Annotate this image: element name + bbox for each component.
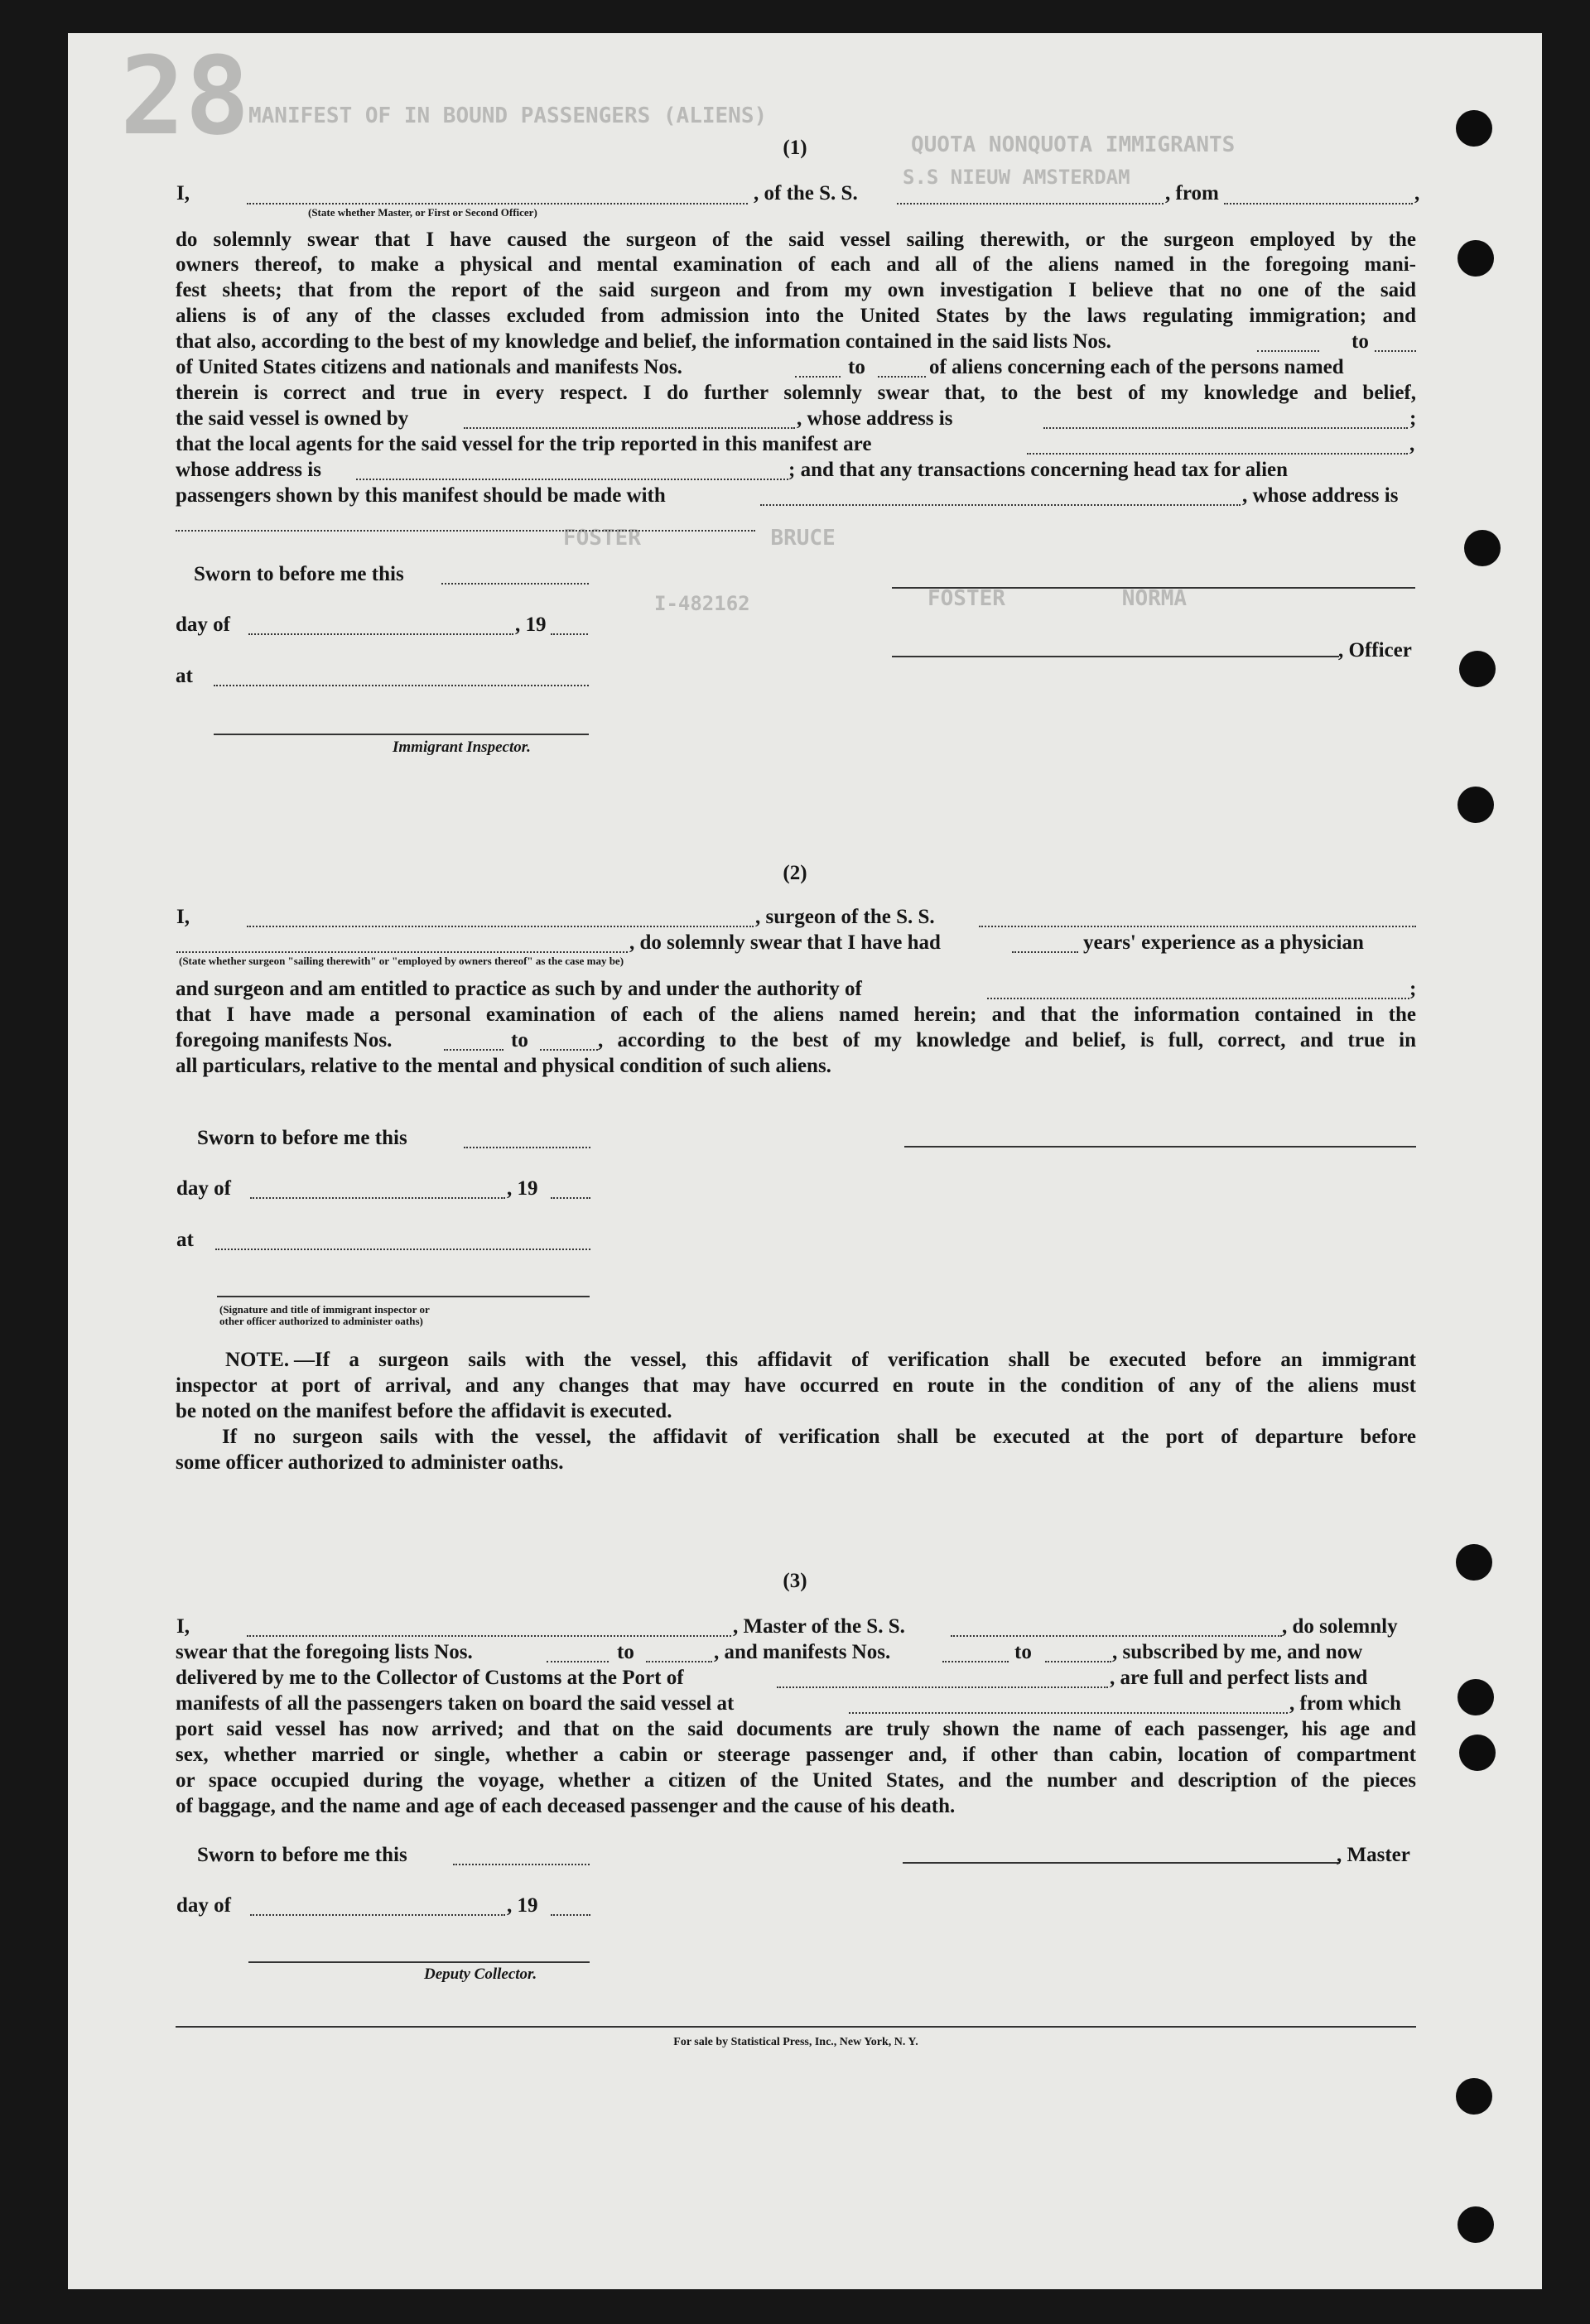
oath-line: swear that the foregoing lists Nos. — [176, 1641, 473, 1663]
oath-line: foregoing manifests Nos. — [176, 1029, 393, 1051]
oath-text: , according to the best of my knowledge and belief, is full, correct, and true in — [598, 1029, 1416, 1051]
punch-hole — [1456, 2078, 1492, 2115]
head-tax-contact-field[interactable] — [760, 504, 1241, 506]
oath-line: and surgeon and am entitled to practice as such by and under the authority of — [176, 978, 862, 1000]
oath-line: or space occupied during the voyage, whether a citizen of the United States, and the number and description of the pieces — [176, 1769, 1416, 1792]
master-name-field[interactable] — [247, 1635, 731, 1637]
master-lists-to-field[interactable] — [646, 1661, 712, 1662]
bleed-through: FOSTER BRUCE — [563, 526, 836, 551]
oath-line: of United States citizens and nationals and manifests Nos. — [176, 356, 682, 378]
of-ss-label: , of the S. S. — [754, 182, 858, 204]
surgeon-signature-line[interactable] — [904, 1146, 1416, 1148]
oath-line: therein is correct and true in every respect. I do further solemnly swear that, to the best of my knowledge and belief, — [176, 382, 1416, 404]
bleed-through: I-482162 — [654, 592, 750, 615]
officer-signature-line[interactable] — [892, 587, 1415, 589]
inspector-signature-line[interactable] — [217, 1296, 590, 1297]
oath-line: of baggage, and the name and age of each deceased passenger and the cause of his death. — [176, 1795, 956, 1817]
collector-caption: Deputy Collector. — [424, 1966, 537, 1983]
oath-text: , do solemnly — [1282, 1615, 1398, 1638]
year-label: , 19 — [507, 1894, 538, 1917]
whose-address-label: , whose address is — [1242, 484, 1399, 507]
inspector-caption: Immigrant Inspector. — [393, 739, 531, 756]
section-1-i: I, — [176, 182, 190, 204]
officer-caption: (State whether Master, or First or Second Officer) — [308, 206, 537, 219]
at-label: at — [176, 1229, 194, 1251]
punch-hole — [1459, 651, 1496, 687]
note-line: be noted on the manifest before the affidavit is executed. — [176, 1400, 672, 1422]
vessel-name-field[interactable] — [897, 203, 1164, 204]
oath-text: , subscribed by me, and now — [1112, 1641, 1363, 1663]
sworn-label: Sworn to before me this — [197, 1127, 407, 1149]
bleed-through: S.S NIEUW AMSTERDAM — [903, 166, 1130, 189]
surgeon-manifests-to-field[interactable] — [540, 1049, 598, 1051]
oath-text: , and manifests Nos. — [714, 1641, 891, 1663]
master-signature-line[interactable] — [903, 1862, 1340, 1864]
oath-line: delivered by me to the Collector of Customs at the Port of — [176, 1667, 684, 1689]
to-label: to — [511, 1029, 528, 1051]
master-manifests-to-field[interactable] — [1045, 1661, 1111, 1662]
owner-address-field[interactable] — [1043, 427, 1408, 429]
punch-hole — [1459, 1735, 1496, 1771]
surgeon-name-field[interactable] — [247, 926, 754, 927]
master-lists-from-field[interactable] — [547, 1661, 609, 1662]
punch-hole — [1464, 530, 1501, 566]
section-3-i: I, — [176, 1615, 190, 1638]
sworn-date-field[interactable] — [441, 583, 589, 585]
section-2-i: I, — [176, 906, 190, 928]
at-place-field[interactable] — [214, 685, 589, 686]
oath-text: ; and that any transactions concerning head tax for alien — [788, 459, 1289, 481]
master-vessel-field[interactable] — [951, 1635, 1282, 1637]
surgeon-manifests-from-field[interactable] — [444, 1049, 504, 1051]
master-manifests-from-field[interactable] — [942, 1661, 1009, 1662]
embarkation-port-field[interactable] — [849, 1712, 1288, 1714]
master-of-label: , Master of the S. S. — [733, 1615, 905, 1638]
oath-line: aliens is of any of the classes excluded from admission into the United States by the laws regulating immigration; and — [176, 305, 1416, 327]
master-label: , Master — [1337, 1844, 1410, 1866]
punch-hole — [1456, 110, 1492, 147]
year-label: , 19 — [515, 613, 547, 636]
whose-address-label: , whose address is — [797, 407, 953, 430]
oath-text: of aliens concerning each of the persons named — [929, 356, 1344, 378]
oath-line: whose address is — [176, 459, 321, 481]
section-3-number: (3) — [783, 1570, 807, 1592]
day-of-label: day of — [176, 1177, 231, 1200]
oath-line: fest sheets; that from the report of the said surgeon and from my own investigation I believe that no one of the said — [176, 279, 1416, 301]
punch-hole — [1458, 240, 1494, 277]
to-label: to — [1014, 1641, 1032, 1663]
lists-to-field[interactable] — [1375, 350, 1416, 352]
to-label: to — [617, 1641, 634, 1663]
year-field[interactable] — [551, 633, 588, 635]
comma: , — [1414, 182, 1420, 204]
port-of-field[interactable] — [777, 1686, 1108, 1688]
oath-line: all particulars, relative to the mental and physical condition of such aliens. — [176, 1055, 831, 1077]
local-agents-field[interactable] — [1027, 453, 1408, 455]
semicolon: ; — [1409, 407, 1417, 430]
note-line: inspector at port of arrival, and any changes that may have occurred en route in the condition of any of the aliens must — [176, 1374, 1416, 1397]
punch-hole — [1458, 787, 1494, 823]
surgeon-of-label: , surgeon of the S. S. — [755, 906, 935, 928]
officer-title-line[interactable] — [892, 656, 1339, 657]
note-label-text: NOTE. — [225, 1349, 290, 1371]
inspector-signature-line[interactable] — [214, 734, 589, 735]
year-label: , 19 — [507, 1177, 538, 1200]
authority-field[interactable] — [987, 998, 1409, 999]
oath-line: port said vessel has now arrived; and that on the said documents are truly shown the name of each passenger, his age and — [176, 1718, 1416, 1740]
punch-hole — [1456, 1544, 1492, 1581]
agents-address-field[interactable] — [356, 479, 788, 480]
day-of-field[interactable] — [250, 1914, 505, 1916]
section-1-number: (1) — [783, 137, 807, 159]
contact-address-field[interactable] — [176, 530, 755, 532]
bleed-through: 28 — [120, 33, 250, 159]
from-label: , from — [1165, 182, 1219, 204]
note-line: If no surgeon sails with the vessel, the affidavit of verification shall be executed at the port of departure before — [222, 1426, 1416, 1448]
to-label: to — [848, 356, 865, 378]
officer-label: , Officer — [1338, 639, 1412, 662]
day-of-label: day of — [176, 613, 230, 636]
note-line: some officer authorized to administer oaths. — [176, 1451, 564, 1474]
day-of-field[interactable] — [250, 1197, 505, 1199]
bleed-through: MANIFEST OF IN BOUND PASSENGERS (ALIENS) — [248, 103, 768, 128]
manifests-to-field[interactable] — [878, 376, 926, 378]
oath-line: do solemnly swear that I have caused the surgeon of the said vessel sailing therewith, or the surgeon employed by the — [176, 229, 1416, 251]
year-field[interactable] — [551, 1914, 590, 1916]
signature-caption: other officer authorized to administer oaths) — [219, 1315, 423, 1327]
at-place-field[interactable] — [215, 1249, 590, 1250]
oath-line: passengers shown by this manifest should be made with — [176, 484, 666, 507]
collector-signature-line[interactable] — [248, 1961, 590, 1963]
officer-name-field[interactable] — [247, 203, 748, 204]
signature-caption: (Signature and title of immigrant inspector or — [219, 1303, 430, 1316]
punch-hole — [1458, 1679, 1494, 1715]
owner-field[interactable] — [464, 427, 795, 429]
comma: , — [1409, 433, 1415, 455]
oath-line: that I have made a personal examination of each of the aliens named herein; and that the information contained in the — [176, 1003, 1416, 1026]
lists-from-field[interactable] — [1257, 350, 1319, 352]
oath-text: , are full and perfect lists and — [1110, 1667, 1368, 1689]
printer-credit: For sale by Statistical Press, Inc., New York, N. Y. — [673, 2036, 918, 2048]
punch-hole — [1458, 2206, 1494, 2243]
years-field[interactable] — [1012, 951, 1078, 953]
oath-line: owners thereof, to make a physical and mental examination of each and all of the aliens named in the foregoing mani- — [176, 253, 1416, 276]
sworn-label: Sworn to before me this — [194, 563, 404, 585]
oath-line: that also, according to the best of my knowledge and belief, the information contained in the said lists Nos. — [176, 330, 1111, 353]
oath-line: sex, whether married or single, whether a cabin or steerage passenger and, if other than cabin, location of compartment — [176, 1744, 1416, 1766]
day-of-label: day of — [176, 1894, 231, 1917]
day-of-field[interactable] — [248, 633, 513, 635]
sworn-date-field[interactable] — [464, 1147, 590, 1148]
footer-rule — [176, 2026, 1416, 2028]
to-label: to — [1352, 330, 1369, 353]
sworn-date-field[interactable] — [453, 1864, 590, 1865]
oath-text: years' experience as a physician — [1083, 931, 1364, 954]
year-field[interactable] — [551, 1197, 590, 1199]
manifests-from-field[interactable] — [795, 376, 841, 378]
surgeon-status-field[interactable] — [176, 951, 628, 953]
oath-text: , from which — [1289, 1692, 1401, 1715]
oath-line: the said vessel is owned by — [176, 407, 409, 430]
at-label: at — [176, 665, 193, 687]
bleed-through: FOSTER NORMA — [928, 586, 1188, 611]
semicolon: ; — [1409, 978, 1417, 1000]
surgeon-vessel-field[interactable] — [979, 926, 1416, 927]
bleed-through: QUOTA NONQUOTA IMMIGRANTS — [911, 132, 1236, 157]
oath-line: manifests of all the passengers taken on board the said vessel at — [176, 1692, 735, 1715]
oath-line: that the local agents for the said vessel for the trip reported in this manifest are — [176, 433, 872, 455]
note-line: —If a surgeon sails with the vessel, this affidavit of verification shall be executed before an immigrant — [294, 1349, 1416, 1371]
oath-text: , do solemnly swear that I have had — [629, 931, 941, 954]
note-label — [225, 1348, 289, 1373]
surgeon-caption: (State whether surgeon "sailing therewith" or "employed by owners thereof" as the case may be) — [179, 955, 624, 967]
from-port-field[interactable] — [1224, 203, 1413, 204]
section-2-number: (2) — [783, 862, 807, 884]
sworn-label: Sworn to before me this — [197, 1844, 407, 1866]
